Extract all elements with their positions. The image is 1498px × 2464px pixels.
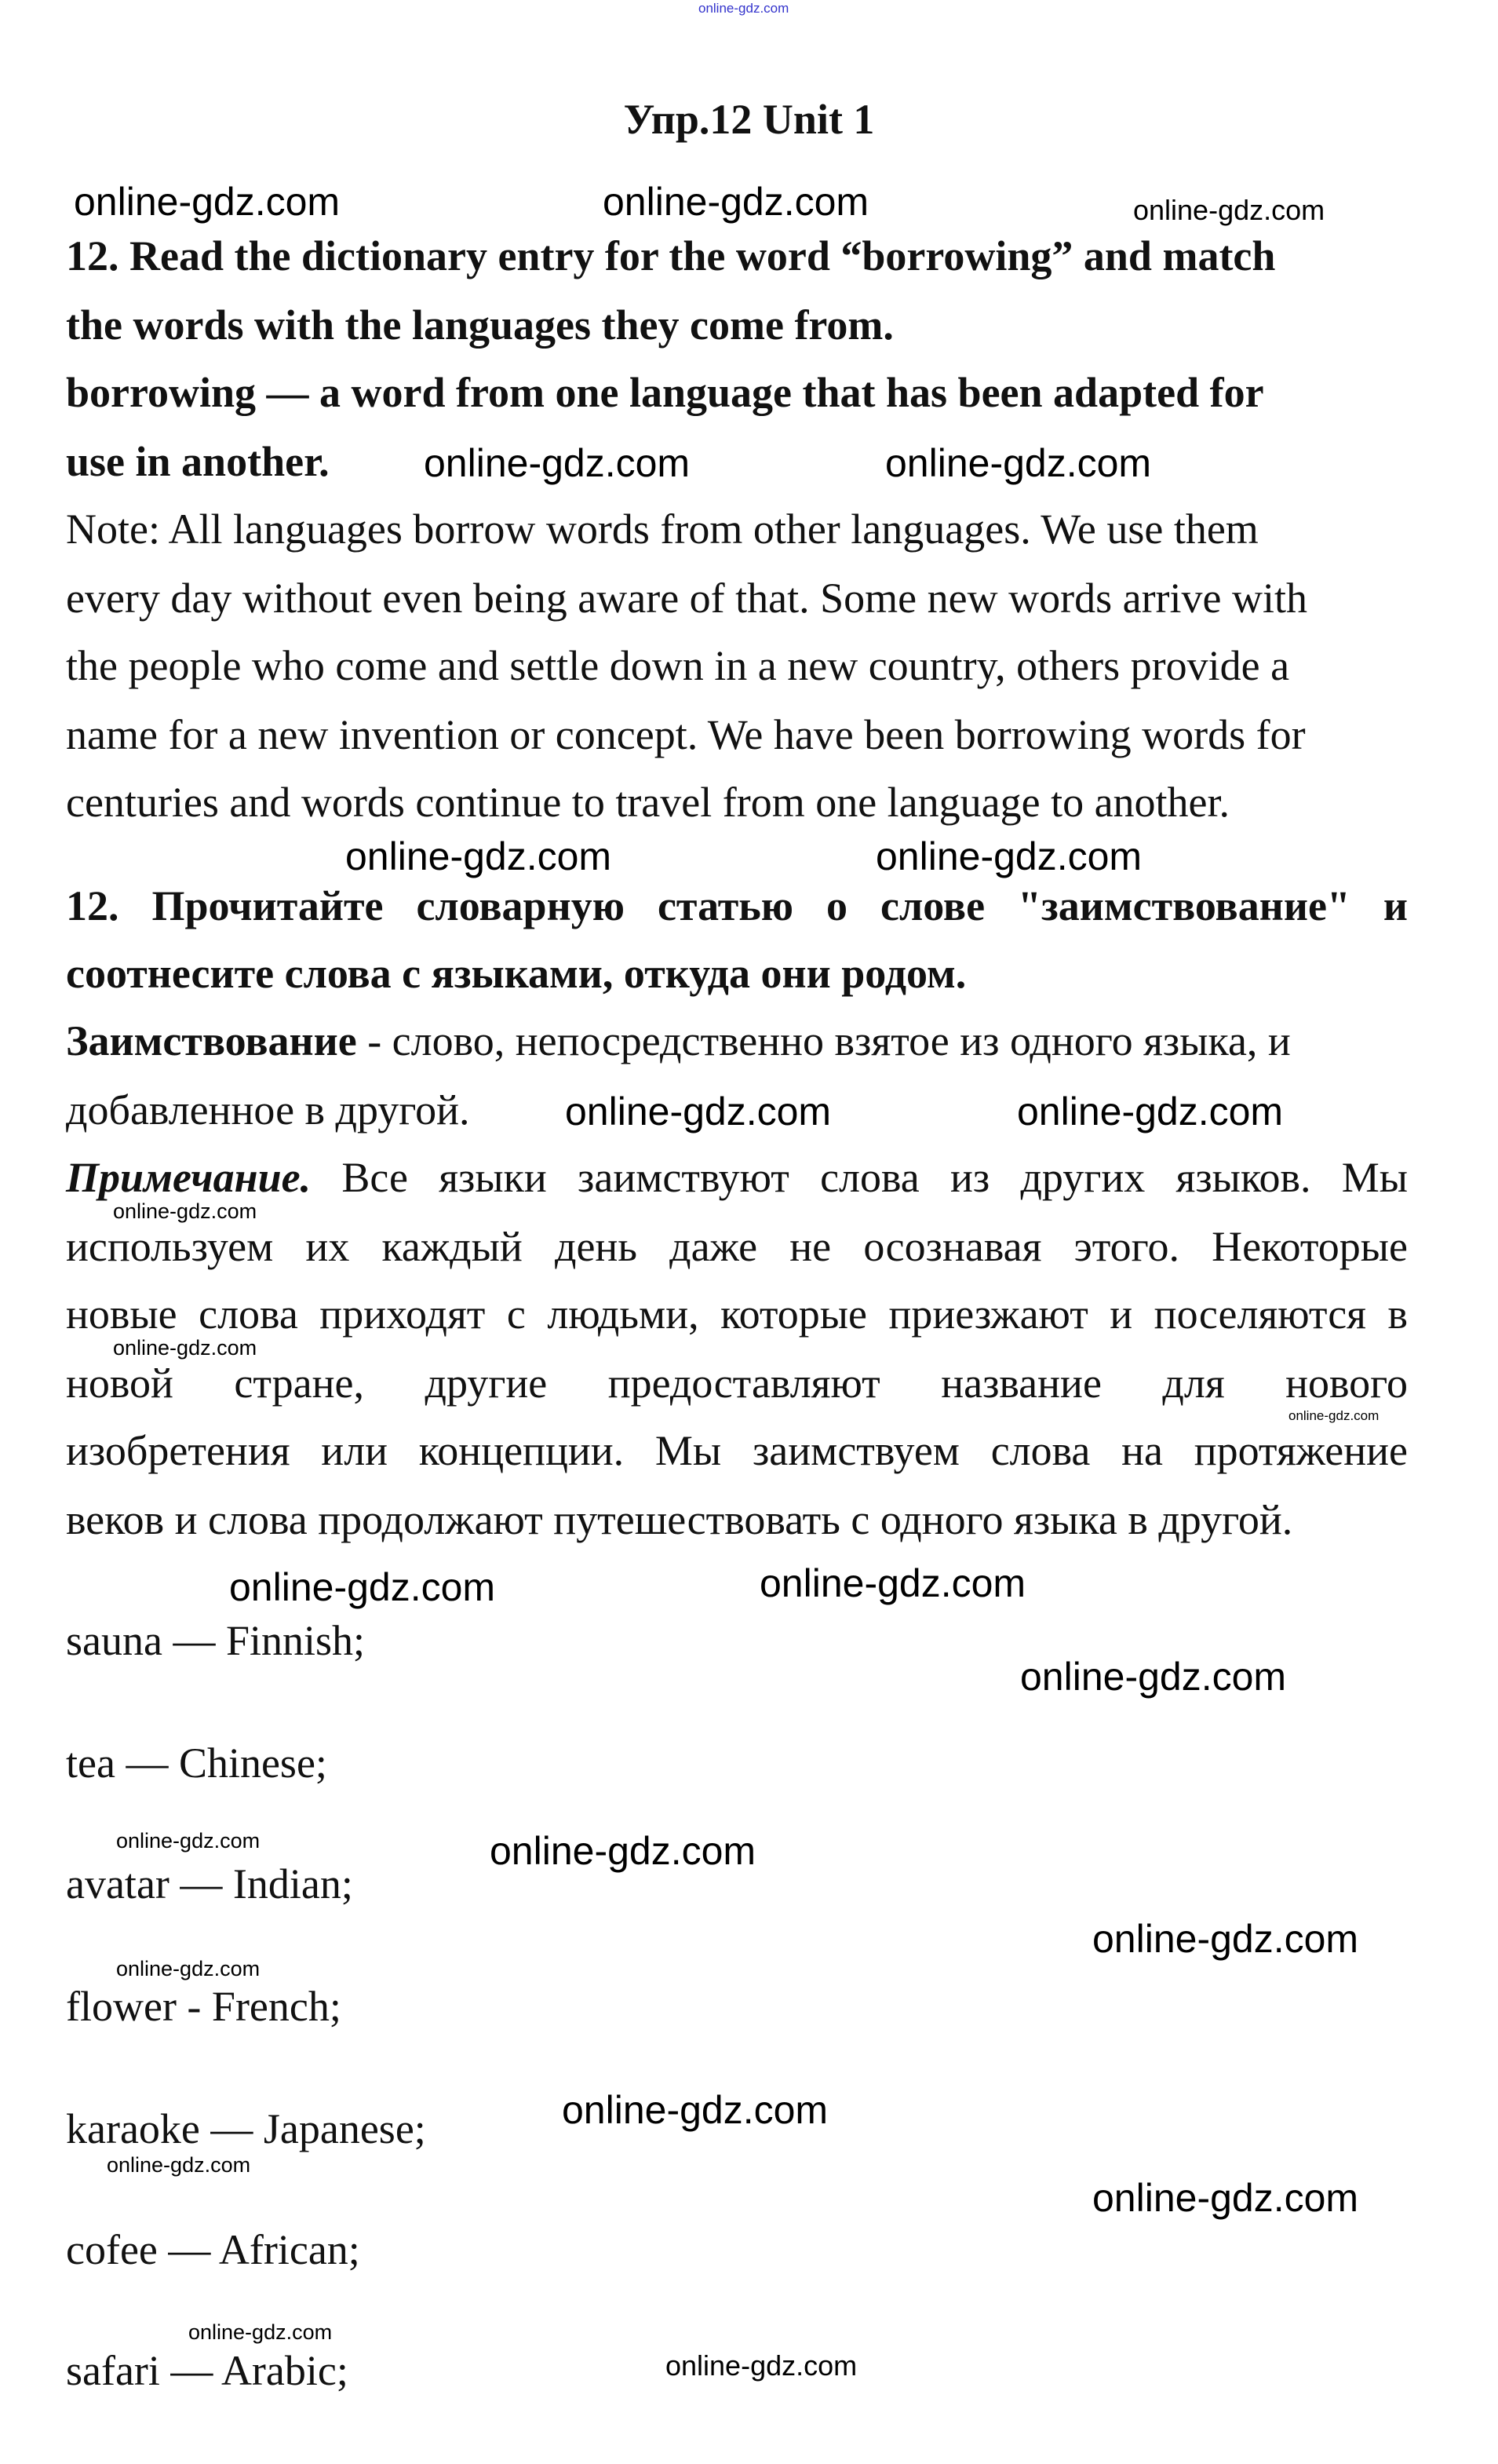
answer-item: karaoke — Japanese;	[66, 2105, 426, 2152]
watermark: online-gdz.com	[760, 1561, 1026, 1605]
watermark: online-gdz.com	[113, 1336, 257, 1360]
answer-item: cofee — African;	[66, 2226, 360, 2273]
watermark: online-gdz.com	[113, 1199, 257, 1223]
note-ru-line: веков и слова продолжают путешествовать с одного языка в другой.	[66, 1496, 1293, 1543]
note-en-line: name for a new invention or concept. We have been borrowing words for	[66, 711, 1306, 758]
task-ru-line: 12. Прочитайте словарную статью о слове "заимствование" и	[66, 882, 1408, 929]
note-ru-line: новые слова приходят с людьми, которые приезжают и поселяются в	[66, 1290, 1408, 1338]
note-ru-line: используем их каждый день даже не осознавая этого. Некоторые	[66, 1223, 1408, 1270]
answer-item: safari — Arabic;	[66, 2347, 348, 2394]
watermark: online-gdz.com	[229, 1565, 496, 1609]
watermark: online-gdz.com	[1133, 194, 1325, 226]
watermark: online-gdz.com	[1020, 1655, 1287, 1699]
note-en-line: Note: All languages borrow words from other languages. We use them	[66, 506, 1259, 553]
watermark: online-gdz.com	[603, 180, 869, 224]
definition-en-line: borrowing — a word from one language that has been adapted for	[66, 369, 1264, 416]
watermark: online-gdz.com	[562, 2088, 829, 2132]
definition-ru-line	[66, 1018, 1408, 1064]
note-en-line: every day without even being aware of that. Some new words arrive with	[66, 575, 1308, 622]
definition-ru-line: добавленное в другой.	[66, 1086, 470, 1133]
watermark: online-gdz.com	[1092, 1917, 1359, 1961]
task-ru-line: соотнесите слова с языками, откуда они родом.	[66, 950, 967, 997]
definition-term: Заимствование	[66, 1017, 357, 1064]
answer-item: tea — Chinese;	[66, 1739, 327, 1787]
watermark: online-gdz.com	[1092, 2176, 1359, 2220]
watermark: online-gdz.com	[424, 441, 691, 485]
watermark: online-gdz.com	[490, 1829, 756, 1873]
definition-text: - слово, непосредственно взятое из одного языка, и	[356, 1017, 1291, 1064]
watermark: online-gdz.com	[1288, 1408, 1380, 1423]
watermark: online-gdz.com	[565, 1090, 832, 1133]
page-title: Упр.12 Unit 1	[623, 96, 875, 143]
answer-item: sauna — Finnish;	[66, 1617, 366, 1664]
note-ru-line	[66, 1155, 1408, 1200]
watermark: online-gdz.com	[116, 1957, 261, 1980]
answer-item: avatar — Indian;	[66, 1860, 353, 1907]
watermark: online-gdz.com	[698, 1, 789, 16]
answer-item: flower - French;	[66, 1983, 341, 2030]
note-label: Примечание.	[66, 1154, 312, 1201]
watermark: online-gdz.com	[885, 441, 1152, 485]
watermark: online-gdz.com	[107, 2153, 251, 2177]
task-en-line: 12. Read the dictionary entry for the word “borrowing” and match	[66, 232, 1276, 279]
task-en-line: the words with the languages they come from.	[66, 301, 894, 349]
note-en-line: centuries and words continue to travel from one language to another.	[66, 779, 1230, 826]
watermark: online-gdz.com	[1017, 1090, 1284, 1133]
watermark: online-gdz.com	[345, 834, 612, 878]
note-ru-line: новой стране, другие предоставляют название для нового	[66, 1360, 1408, 1407]
note-text: Все языки заимствуют слова из других языков. Мы	[311, 1154, 1408, 1201]
definition-en-line: use in another.	[66, 438, 330, 485]
watermark: online-gdz.com	[876, 834, 1143, 878]
watermark: online-gdz.com	[665, 2349, 858, 2382]
watermark: online-gdz.com	[188, 2320, 333, 2344]
watermark: online-gdz.com	[74, 180, 341, 224]
note-ru-line: изобретения или концепции. Мы заимствуем слова на протяжение	[66, 1427, 1408, 1474]
watermark: online-gdz.com	[116, 1829, 261, 1853]
note-en-line: the people who come and settle down in a new country, others provide a	[66, 642, 1290, 689]
